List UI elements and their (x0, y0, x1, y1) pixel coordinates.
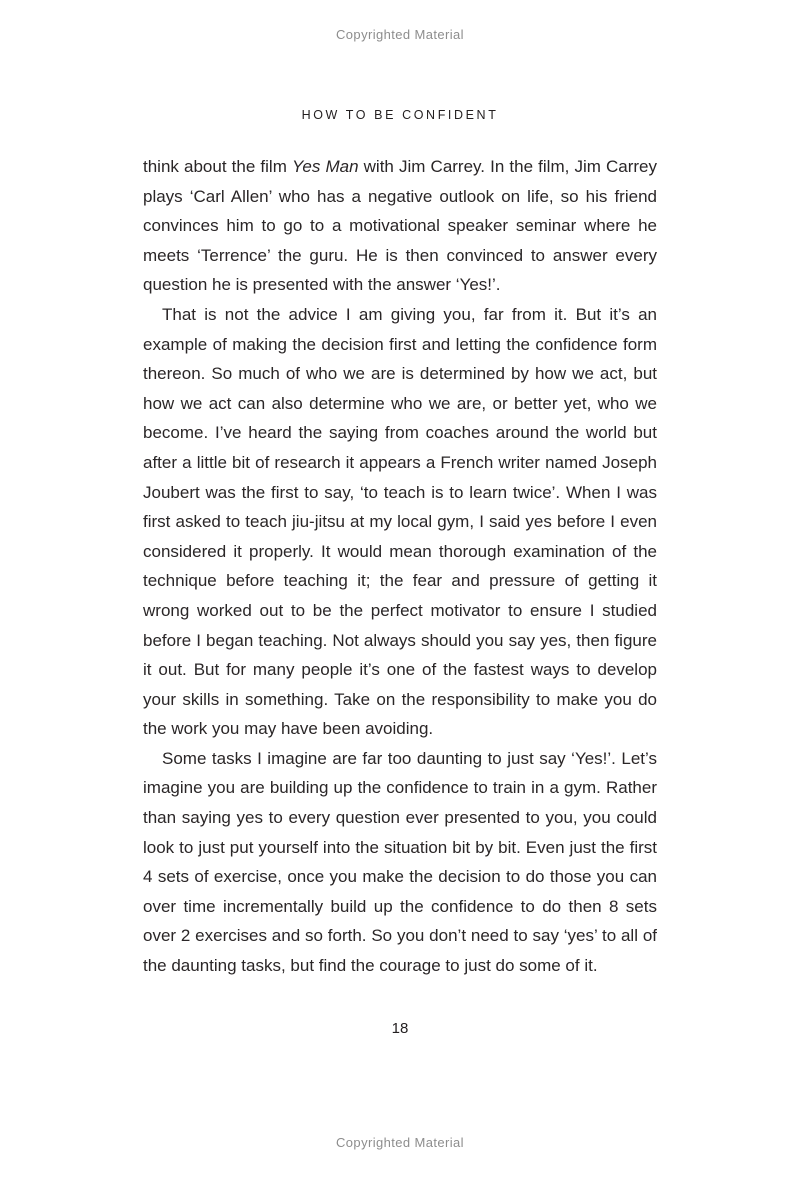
text-run: with Jim Carrey. In the film, Jim Carrey plays ‘Carl Allen’ who has a negative outlook on life, so his friend convinces him to go to a motivational speaker seminar where he meets ‘Terrence’ the guru. He is then convinced to answer every question he is presented with the answer ‘Yes!’. (143, 157, 657, 295)
paragraph (143, 152, 657, 300)
running-header: HOW TO BE CONFIDENT (301, 108, 499, 122)
copyright-notice-bottom: Copyrighted Material (336, 1135, 464, 1150)
copyright-notice-top: Copyrighted Material (336, 27, 464, 42)
text-run: That is not the advice I am giving you, far from it. But it’s an example of making the decision first and letting the confidence form thereon. So much of who we are is determined by how we act, but how we act can also determine who we are, or better yet, who we become. I’ve heard the saying from coaches around the world but after a little bit of research it appears a French writer named Joseph Joubert was the first to say, ‘to teach is to learn twice’. When I was first asked to teach jiu-jitsu at my local gym, I said yes before I even considered it properly. It would mean thorough examination of the technique before teaching it; the fear and pressure of getting it wrong worked out to be the perfect motivator to ensure I studied before I began teaching. Not always should you say yes, then figure it out. But for many people it’s one of the fastest ways to develop your skills in something. Take on the responsibility to make you do the work you may have been avoiding. (143, 304, 657, 739)
italic-text-run: Yes Man (291, 157, 359, 176)
text-run: think about the film (143, 157, 292, 176)
text-run: Some tasks I imagine are far too daunting to just say ‘Yes!’. Let’s imagine you are building up the confidence to train in a gym. Rather than saying yes to every question ever presented to you, you could look to just put yourself into the situation bit by bit. Even just the first 4 sets of exercise, once you make the decision to do those you can over time incrementally build up the confidence to do then 8 sets over 2 exercises and so forth. So you don’t need to say ‘yes’ to all of the daunting tasks, but find the courage to just do some of it. (143, 748, 657, 976)
paragraph (143, 744, 657, 981)
paragraph (143, 300, 657, 744)
page-number: 18 (391, 1020, 409, 1037)
body-text (143, 152, 657, 981)
